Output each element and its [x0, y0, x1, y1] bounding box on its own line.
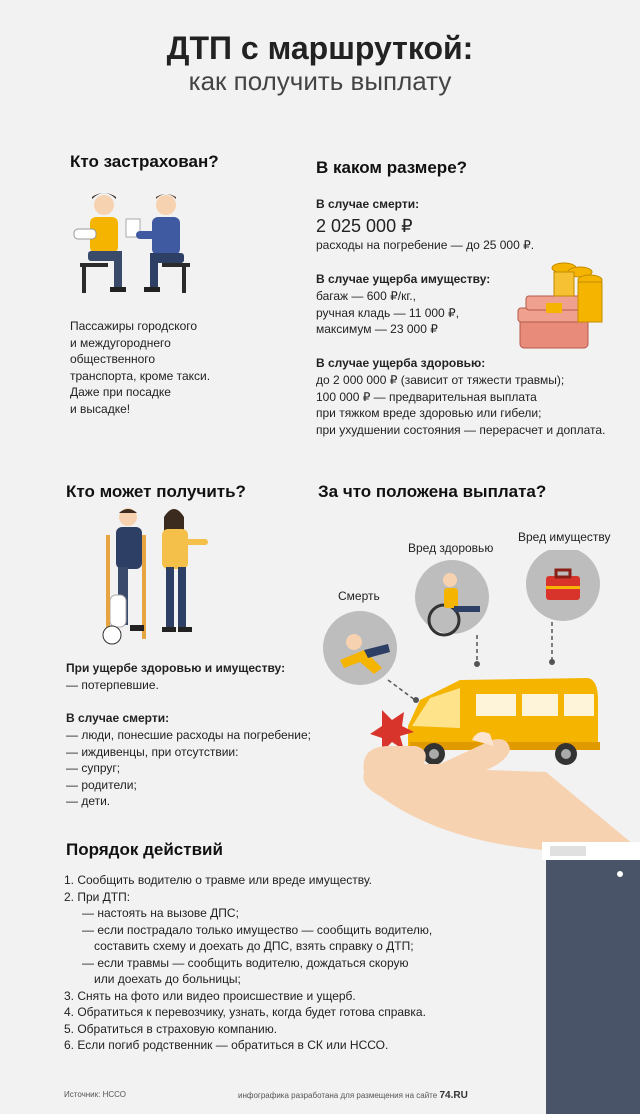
money-icon — [516, 258, 606, 358]
list-item: — дети. — [66, 794, 111, 808]
property-reason-label: Вред имуществу — [518, 530, 611, 544]
list-item: составить схему и доехать до ДПС, взять справку о ДТП; — [94, 939, 414, 953]
text-line: Даже при посадке — [70, 385, 171, 399]
list-item: — иждивенцы, при отсутствии: — [66, 744, 239, 759]
text-line: общественного — [70, 352, 156, 366]
text-line: до 2 000 000 ₽ (зависит от тяжести травмы); — [316, 373, 565, 387]
list-item: или доехать до больницы; — [94, 972, 241, 986]
credit-note — [238, 1090, 468, 1101]
death-receivers-list — [66, 727, 311, 810]
list-item: 1. Сообщить водителю о травме или вреде имуществу. — [64, 873, 373, 887]
death-label: В случае смерти: — [316, 197, 420, 211]
site-logo: 74.RU — [439, 1090, 468, 1101]
who-receives-heading: Кто может получить? — [66, 482, 246, 501]
text-line: максимум — 23 000 ₽ — [316, 322, 438, 336]
text-line: багаж — 600 ₽/кг., — [316, 289, 416, 303]
who-insured-text — [70, 318, 210, 417]
death-note: расходы на погребение — до 25 000 ₽. — [316, 238, 535, 252]
list-item: 5. Обратиться в страховую компанию. — [64, 1021, 278, 1036]
death-sum: 2 025 000 ₽ — [316, 216, 413, 236]
procedure-list — [64, 872, 432, 1054]
list-item: 2. При ДТП: — [64, 889, 131, 904]
damage-label: При ущербе здоровью и имуществу: — [66, 661, 286, 675]
health-text — [316, 372, 605, 438]
page-title: ДТП с маршруткой: — [166, 30, 474, 66]
text-line: Пассажиры городского — [70, 319, 198, 333]
list-item: 4. Обратиться к перевозчику, узнать, когда будет готова справка. — [64, 1005, 426, 1019]
health-reason-label: Вред здоровью — [408, 541, 494, 555]
passengers-illustration — [70, 185, 200, 300]
text-line: и междугороднего — [70, 335, 171, 350]
property-text — [316, 288, 459, 338]
list-item: — если травмы — сообщить водителю, дождаться скорую — [82, 955, 409, 970]
text-line: и высадке! — [70, 401, 131, 416]
property-label: В случае ущерба имуществу: — [316, 272, 491, 286]
damage-line: — потерпевшие. — [66, 678, 159, 692]
text-line: при ухудшении состояния — перерасчет и доплата. — [316, 422, 606, 437]
health-label: В случае ущерба здоровью: — [316, 356, 486, 370]
list-item: 6. Если погиб родственник — обратиться в СК или НССО. — [64, 1038, 389, 1052]
credit-text: инфографика разработана для размещения на сайте — [238, 1091, 438, 1100]
source-note: Источник: НССО — [64, 1090, 126, 1099]
death-receivers-label: В случае смерти: — [66, 711, 170, 725]
list-item: — родители; — [66, 777, 137, 792]
death-reason-label: Смерть — [338, 589, 380, 603]
text-line: 100 000 ₽ — предварительная выплата — [316, 389, 537, 404]
victims-illustration — [92, 505, 222, 645]
text-line: при тяжком вреде здоровью или гибели; — [316, 406, 542, 420]
list-item: — если пострадало только имущество — сообщить водителю, — [82, 922, 433, 937]
amount-heading: В каком размере? — [316, 158, 468, 177]
page-subtitle: как получить выплату — [188, 66, 452, 96]
list-item: 3. Снять на фото или видео происшествие и ущерб. — [64, 988, 356, 1003]
who-insured-heading: Кто застрахован? — [70, 152, 219, 171]
list-item: — люди, понесшие расходы на погребение; — [66, 728, 311, 742]
list-item: — настоять на вызове ДПС; — [82, 906, 239, 920]
text-line: транспорта, кроме такси. — [70, 368, 211, 383]
reasons-heading: За что положена выплата? — [318, 482, 547, 501]
procedure-heading: Порядок действий — [66, 840, 223, 859]
text-line: ручная кладь — 11 000 ₽, — [316, 305, 460, 320]
list-item: — супруг; — [66, 761, 121, 775]
